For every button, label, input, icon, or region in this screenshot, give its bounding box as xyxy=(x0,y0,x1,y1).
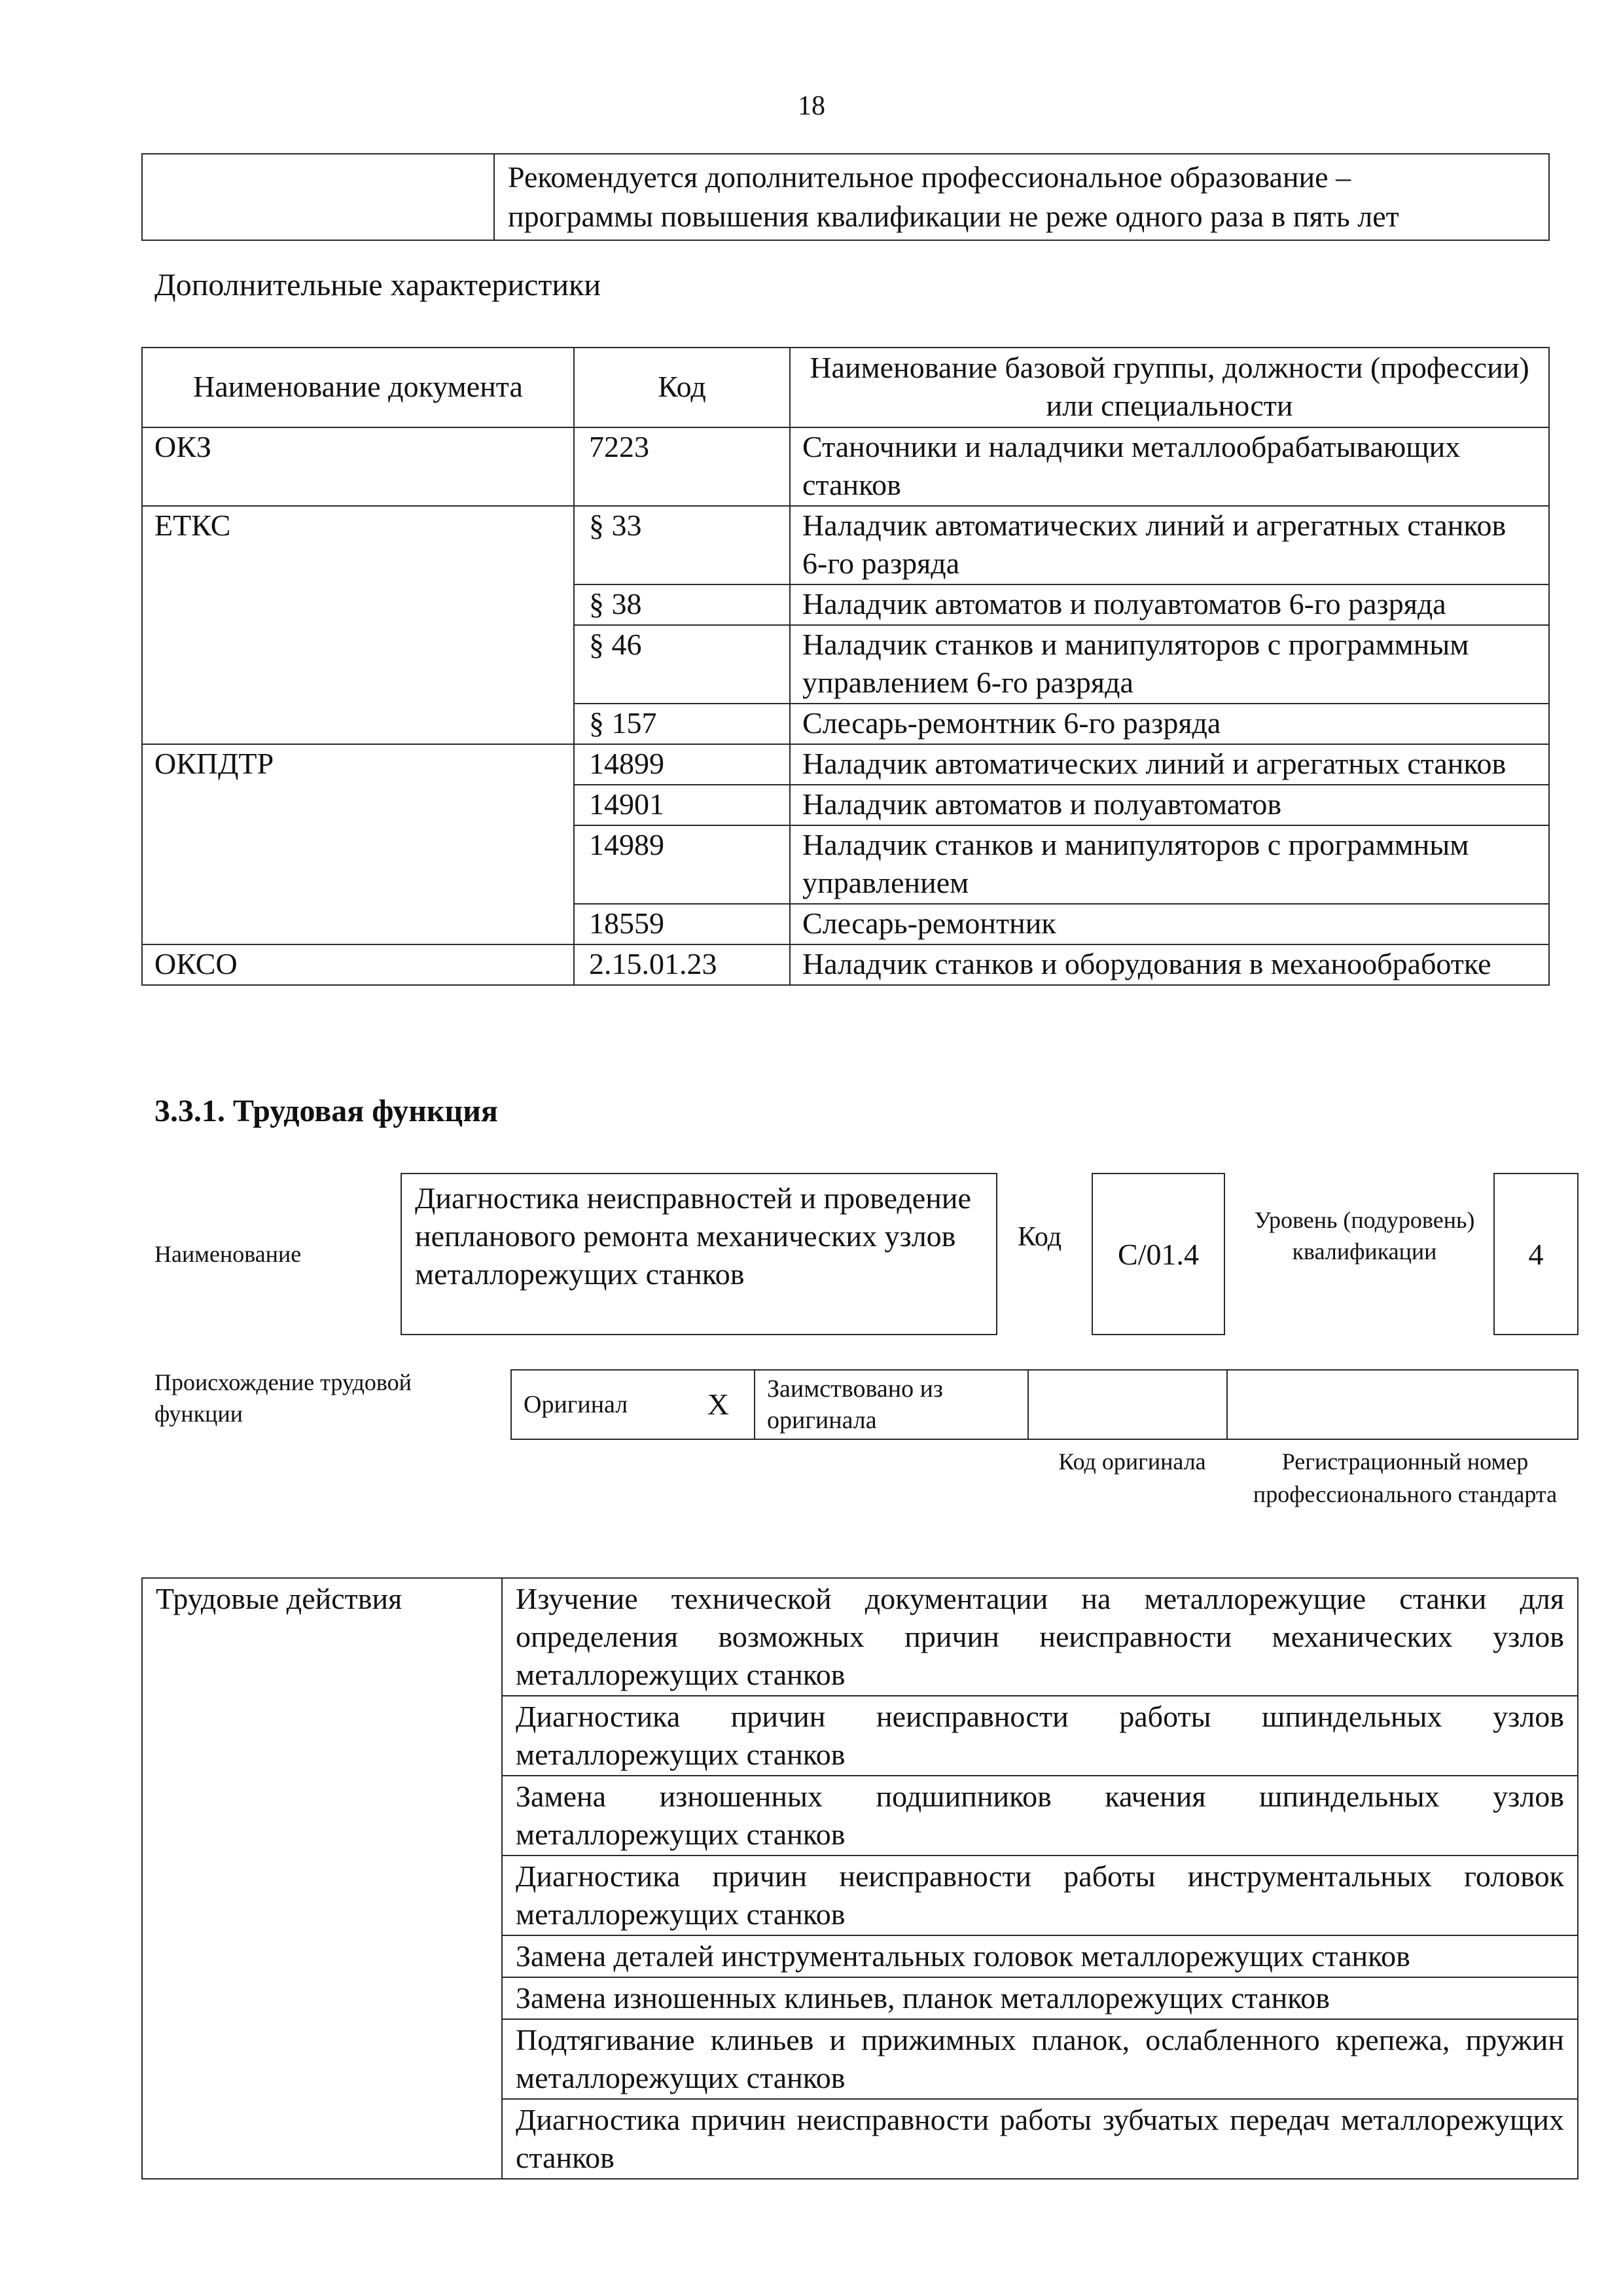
name-cell: Наладчик станков и манипуляторов с программным управлением xyxy=(790,825,1549,904)
education-line: программы повышения квалификации не реже одного раза в пять лет xyxy=(508,200,1399,233)
labor-action-item: Диагностика причин неисправности работы шпиндельных узлов металлорежущих станков xyxy=(502,1696,1578,1776)
origin-table xyxy=(510,1369,1578,1440)
education-empty-cell xyxy=(142,154,494,240)
code-cell: § 33 xyxy=(574,506,790,584)
labor-function-code-label: Код xyxy=(1018,1222,1062,1252)
reg-number-caption: Регистрационный номер профессионального стандарта xyxy=(1253,1448,1558,1507)
origin-original-cell xyxy=(511,1370,755,1439)
labor-function-heading: 3.3.1. Трудовая функция xyxy=(154,1094,498,1128)
code-cell: 7223 xyxy=(574,427,790,506)
labor-action-item: Замена изношенных клиньев, планок металлорежущих станков xyxy=(502,1977,1578,2019)
code-cell: 18559 xyxy=(574,904,790,944)
code-cell: § 157 xyxy=(574,704,790,744)
code-original-caption: Код оригинала xyxy=(1058,1448,1206,1475)
origin-original-label: Оригинал xyxy=(524,1391,628,1418)
page-number: 18 xyxy=(798,91,825,121)
table-row xyxy=(142,1578,1578,1696)
labor-action-item: Замена изношенных подшипников качения шпиндельных узлов металлорежущих станков xyxy=(502,1776,1578,1856)
name-cell: Слесарь-ремонтник xyxy=(790,904,1549,944)
education-text-cell xyxy=(494,154,1549,240)
labor-function-name-label: Наименование xyxy=(154,1241,302,1267)
table-header-row xyxy=(142,348,1549,427)
qualification-level-value: 4 xyxy=(1528,1237,1544,1271)
table-row xyxy=(142,506,1549,584)
name-cell: Наладчик станков и оборудования в механообработке xyxy=(790,944,1549,985)
education-table xyxy=(141,153,1550,241)
additional-characteristics-table xyxy=(141,347,1550,986)
code-cell: 14989 xyxy=(574,825,790,904)
labor-function-code-value: С/01.4 xyxy=(1118,1237,1199,1271)
header-doc: Наименование документа xyxy=(142,348,574,427)
name-cell: Станочники и наладчики металлообрабатывающих станков xyxy=(790,427,1549,506)
table-row xyxy=(142,427,1549,506)
origin-label: Происхождение трудовой функции xyxy=(154,1369,412,1427)
education-line: Рекомендуется дополнительное профессиональное образование – xyxy=(508,160,1351,194)
doc-cell: ОКЗ xyxy=(142,427,574,506)
code-cell: 14899 xyxy=(574,744,790,785)
code-cell: 2.15.01.23 xyxy=(574,944,790,985)
name-cell: Наладчик автоматических линий и агрегатных станков 6-го разряда xyxy=(790,506,1549,584)
name-cell: Слесарь-ремонтник 6-го разряда xyxy=(790,704,1549,744)
labor-action-item: Подтягивание клиньев и прижимных планок, ослабленного крепежа, пружин металлорежущих станков xyxy=(502,2019,1578,2099)
labor-function-code-box xyxy=(1092,1173,1225,1335)
qualification-level-label: Уровень (подуровень) квалификации xyxy=(1254,1207,1475,1265)
labor-function-name-box: Диагностика неисправностей и проведение непланового ремонта механических узлов металлорежущих станков xyxy=(401,1173,997,1335)
name-cell: Наладчик автоматических линий и агрегатных станков xyxy=(790,744,1549,785)
table-row xyxy=(142,744,1549,785)
doc-cell: ОКПДТР xyxy=(142,744,574,944)
table-row xyxy=(142,944,1549,985)
header-name: Наименование базовой группы, должности (профессии) или специальности xyxy=(790,348,1549,427)
doc-cell: ЕТКС xyxy=(142,506,574,744)
doc-cell: ОКСО xyxy=(142,944,574,985)
labor-actions-label: Трудовые действия xyxy=(142,1578,502,2179)
code-cell: § 38 xyxy=(574,584,790,625)
header-code: Код xyxy=(574,348,790,427)
labor-actions-table xyxy=(141,1577,1578,2179)
qualification-level-box xyxy=(1493,1173,1578,1335)
origin-borrowed-cell: Заимствовано из оригинала xyxy=(755,1370,1028,1439)
labor-action-item: Диагностика причин неисправности работы зубчатых передач металлорежущих станков xyxy=(502,2099,1578,2179)
labor-action-item: Диагностика причин неисправности работы инструментальных головок металлорежущих станков xyxy=(502,1856,1578,1935)
origin-reg-number-cell xyxy=(1227,1370,1578,1439)
origin-x-mark: X xyxy=(707,1388,729,1421)
additional-characteristics-title: Дополнительные характеристики xyxy=(154,268,601,302)
code-cell: 14901 xyxy=(574,785,790,825)
labor-action-item: Замена деталей инструментальных головок металлорежущих станков xyxy=(502,1935,1578,1977)
name-cell: Наладчик автоматов и полуавтоматов 6-го разряда xyxy=(790,584,1549,625)
code-cell: § 46 xyxy=(574,625,790,704)
labor-action-item: Изучение технической документации на металлорежущие станки для определения возможных причин неисправности механических узлов металлорежущих станков xyxy=(502,1578,1578,1696)
origin-code-cell xyxy=(1028,1370,1227,1439)
name-cell: Наладчик автоматов и полуавтоматов xyxy=(790,785,1549,825)
name-cell: Наладчик станков и манипуляторов с программным управлением 6-го разряда xyxy=(790,625,1549,704)
